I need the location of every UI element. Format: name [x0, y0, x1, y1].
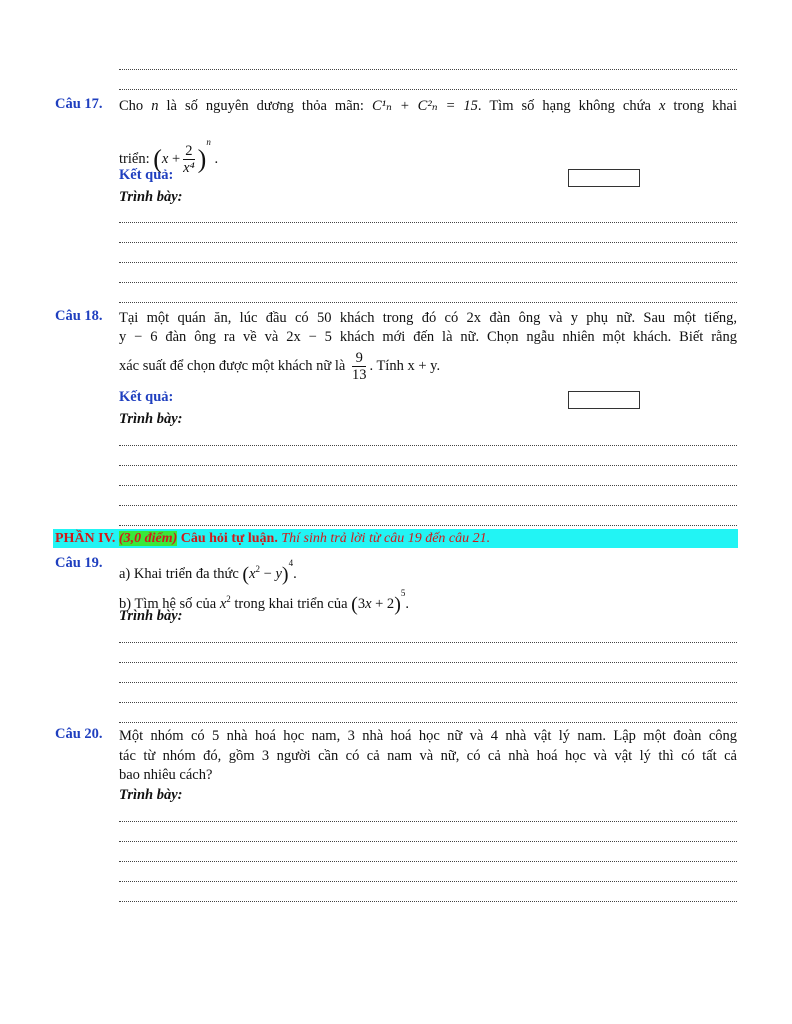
q17-fraction: $\frac{2}{\text{x⁴}}$ [183, 143, 195, 177]
answer-line [119, 643, 737, 663]
answer-line [119, 283, 737, 303]
question-19-part-b: b) Tìm hệ số của $x^2$ trong khai triển của $(3x + 2)^5$. [119, 588, 409, 616]
answer-line [119, 842, 737, 862]
q18-result-label: Kết quả: [119, 389, 174, 405]
part-4-note: Thí sinh trả lời từ câu 19 đến câu 21. [281, 531, 491, 546]
q17-text: triển: [119, 151, 150, 167]
var-n: n [151, 98, 159, 114]
question-17-label: Câu 17. [55, 96, 103, 112]
answer-line [119, 802, 737, 822]
answer-line [119, 446, 737, 466]
q20-work-label: Trình bày: [119, 787, 183, 803]
var-x: x [658, 98, 666, 114]
q19-text: b) Tìm hệ số của [119, 596, 217, 612]
q18-work-label: Trình bày: [119, 411, 183, 427]
part-4-title: PHẦN IV. [55, 531, 116, 546]
question-18-line-1: Tại một quán ăn, lúc đầu có 50 khách trong đó có 2x đàn ông và y phụ nữ. Sau một tiếng, [119, 310, 737, 326]
q19-work-label: Trình bày: [119, 608, 183, 624]
question-18-label: Câu 18. [55, 308, 103, 324]
answer-line [119, 882, 737, 902]
answer-line [119, 466, 737, 486]
q19-text: a) Khai triển đa thức [119, 566, 239, 582]
answer-line [119, 683, 737, 703]
question-17-line-1 [119, 96, 737, 116]
answer-line [119, 50, 737, 70]
q17-answer-box[interactable] [568, 169, 640, 187]
q17-text: Cho [119, 98, 144, 114]
answer-line [119, 203, 737, 223]
q17-result-label: Kết quả: [119, 167, 174, 183]
question-17-line-2: triển: (x + $\frac{2}{\text{x⁴}}$ )$^n$ . [119, 137, 219, 177]
answer-line [119, 243, 737, 263]
answer-line [119, 862, 737, 882]
question-20-line-2: tác từ nhóm đó, gồm 3 người cần có cả nam và nữ, có cả nhà hoá học và vật lý thì có tất cả [119, 748, 737, 764]
question-19-part-a: a) Khai triển đa thức $(x^2 - y)^4$. [119, 558, 297, 586]
part-4-essay-label: Câu hỏi tự luận. [180, 531, 278, 546]
part-4-score: (3,0 điểm) [118, 531, 178, 546]
q17-condition: C¹ₙ + C²ₙ = 15 [371, 98, 478, 114]
question-19-label: Câu 19. [55, 555, 103, 571]
answer-line [119, 703, 737, 723]
question-20-line-1: Một nhóm có 5 nhà hoá học nam, 3 nhà hoá học nữ và 4 nhà vật lý nam. Lập một đoàn công [119, 728, 737, 744]
answer-line [119, 822, 737, 842]
question-18-line-2: y − 6 đàn ông ra về và 2x − 5 khách mới đến là nữ. Chọn ngẫu nhiên một khách. Biết rằng [119, 329, 737, 345]
q17-text: là số nguyên dương thỏa mãn: [166, 98, 364, 114]
q18-fraction: $\frac{9}{13}$ [351, 350, 367, 384]
answer-line [119, 623, 737, 643]
q17-text: trong khai [673, 98, 738, 114]
part-4-heading [53, 529, 738, 548]
answer-line [119, 223, 737, 243]
answer-line [119, 663, 737, 683]
q18-text: xác suất để chọn được một khách nữ là [119, 358, 346, 374]
question-20-label: Câu 20. [55, 726, 103, 742]
answer-line [119, 506, 737, 526]
question-18-line-3 [119, 348, 737, 384]
q17-work-label: Trình bày: [119, 189, 183, 205]
answer-line [119, 70, 737, 90]
q18-answer-box[interactable] [568, 391, 640, 409]
q18-text: . Tính x + y. [369, 358, 441, 374]
answer-line [119, 263, 737, 283]
question-20-line-3: bao nhiêu cách? [119, 767, 213, 783]
answer-line [119, 426, 737, 446]
q17-text: . Tìm số hạng không chứa [477, 98, 651, 114]
q19-text: trong khai triển của [234, 596, 348, 612]
answer-line [119, 486, 737, 506]
